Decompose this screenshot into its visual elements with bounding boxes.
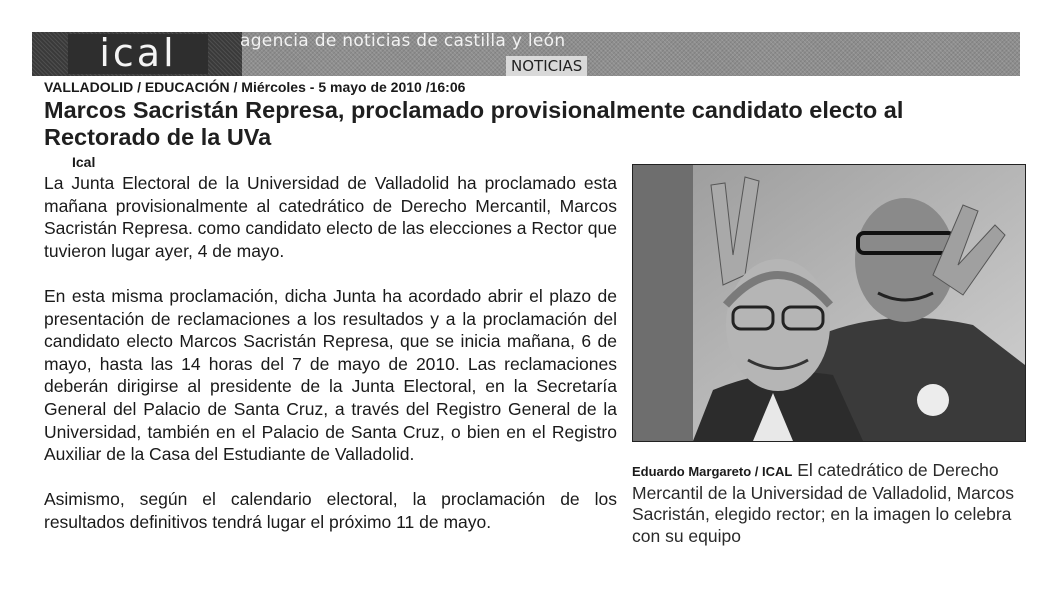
photo-illustration [633,165,1025,441]
article-headline: Marcos Sacristán Represa, proclamado provisionalmente candidato electo al Rectorado de la UVa [44,97,904,150]
photo-caption [632,460,1027,547]
paragraph: La Junta Electoral de la Universidad de Valladolid ha proclamado esta mañana provisionalmente al catedrático de Derecho Mercantil, Marcos Sacristán Represa. como candidato electo de las elecciones a Rector que tuvieron lugar ayer, 4 de mayo. [44,173,617,261]
paragraph: En esta misma proclamación, dicha Junta ha acordado abrir el plazo de presentación de reclamaciones a los resultados y a la proclamación del candidato electo Marcos Sacristán Represa, que se inicia mañana, 6 de mayo, hasta las 14 horas del 7 de mayo de 2010. Las reclamaciones deberán dirigirse al presidente de la Junta Electoral, en la Secretaría General del Palacio de Santa Cruz, a través del Registro General de la Universidad, también en el Palacio de Santa Cruz, o bien en el Registro Auxiliar de la Casa del Estudiante de Valladolid. [44,285,617,465]
section-label: NOTICIAS [506,56,587,76]
article-source: Ical [72,154,96,170]
photo-credit: Eduardo Margareto / ICAL [632,464,793,479]
ical-logo: ical [68,34,208,74]
dateline: VALLADOLID / EDUCACIÓN / Miércoles - 5 mayo de 2010 /16:06 [44,79,466,95]
news-photo [632,164,1026,442]
caption-text: El catedrático de Derecho Mercantil de la Universidad de Valladolid, Marcos Sacristán, elegido rector; en la imagen lo celebra con su equipo [632,460,1014,546]
paragraph: Asimismo, según el calendario electoral, la proclamación de los resultados definitivos tendrá lugar el próximo 11 de mayo. [44,489,617,532]
article-body [44,172,617,556]
masthead-tagline: agencia de noticias de castilla y león [240,31,566,51]
